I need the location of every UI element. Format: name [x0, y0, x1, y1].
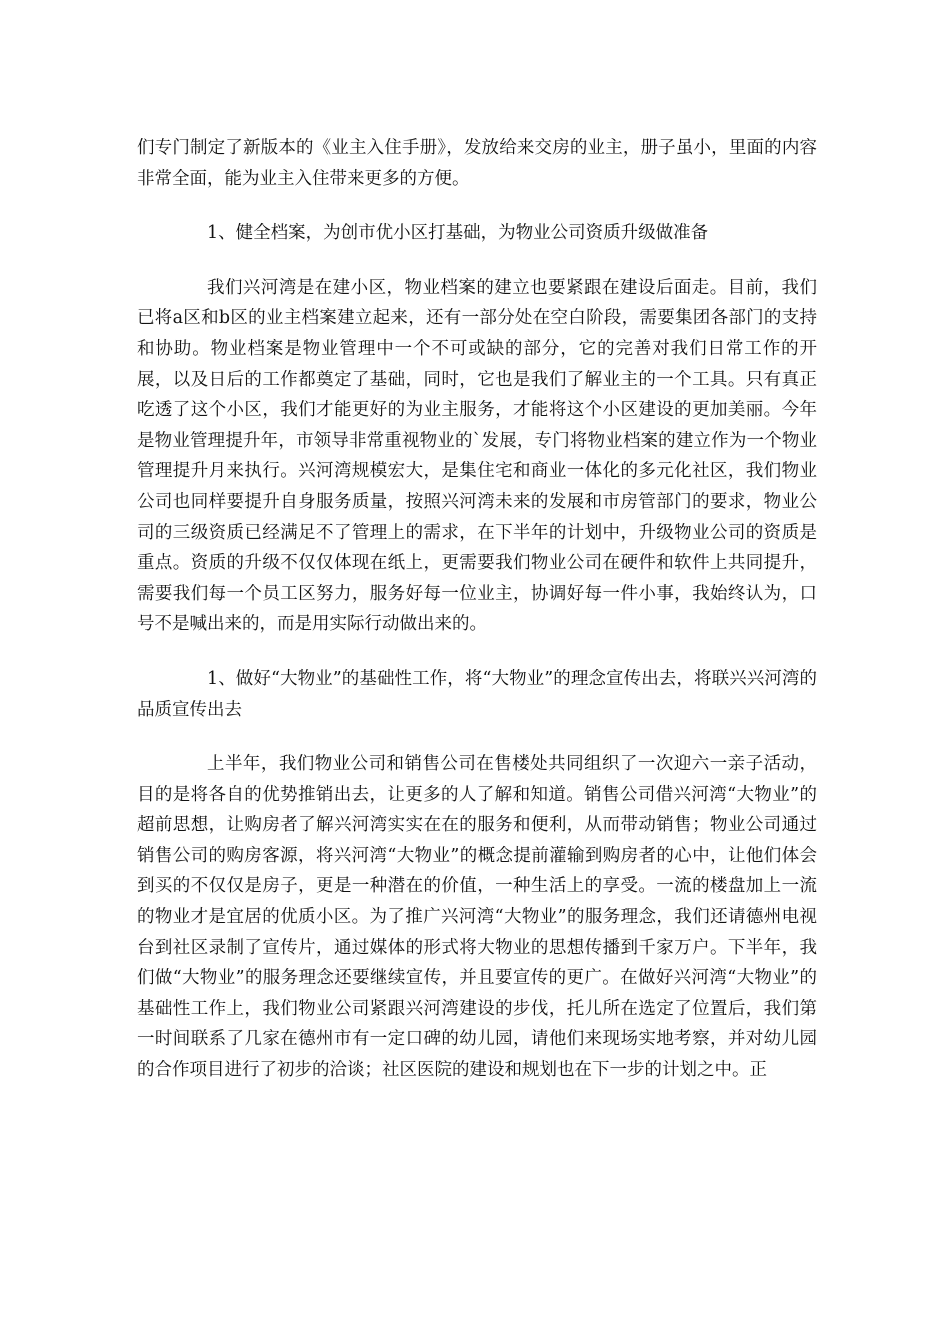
section-heading-archives: 1、健全档案，为创市优小区打基础，为物业公司资质升级做准备	[207, 223, 709, 244]
paragraph-property: 上半年，我们物业公司和销售公司在售楼处共同组织了一次迎六一亲子活动，目的是将各自的优势推销出去，让更多的人了解和知道。销售公司借兴河湾“大物业”的超前思想，让购房者了解兴河湾实实在在的服务和便利，从而带动销售；物业公司通过销售公司的购房客源，将兴河湾“大物业”的概念提前灌输到购房者的心中，让他们体会到买的不仅仅是房子，更是一种潜在的价值，一种生活上的享受。一流的楼盘加上一流的物业才是宜居的优质小区。为了推广兴河湾“大物业”的服务理念，我们还请德州电视台到社区录制了宣传片，通过媒体的形式将大物业的思想传播到千家万户。下半年，我们做“大物业”的服务理念还要继续宣传，并且要宣传的更广。在做好兴河湾“大物业”的基础性工作上，我们物业公司紧跟兴河湾建设的步伐，托儿所在选定了位置后，我们第一时间联系了几家在德州市有一定口碑的幼儿园，请他们来现场实地考察，并对幼儿园的合作项目进行了初步的洽谈；社区医院的建设和规划也在下一步的计划之中。正	[137, 754, 817, 1081]
paragraph-continuation: 们专门制定了新版本的《业主入住手册》，发放给来交房的业主，册子虽小，里面的内容非常全面，能为业主入住带来更多的方便。	[137, 138, 817, 189]
paragraph-archives: 我们兴河湾是在建小区，物业档案的建立也要紧跟在建设后面走。目前，我们已将a区和b区的业主档案建立起来，还有一部分处在空白阶段，需要集团各部门的支持和协助。物业档案是物业管理中一个不可或缺的部分，它的完善对我们日常工作的开展，以及日后的工作都奠定了基础，同时，它也是我们了解业主的一个工具。只有真正吃透了这个小区，我们才能更好的为业主服务，才能将这个小区建设的更加美丽。今年是物业管理提升年，市领导非常重视物业的`发展，专门将物业档案的建立作为一个物业管理提升月来执行。兴河湾规模宏大，是集住宅和商业一体化的多元化社区，我们物业公司也同样要提升自身服务质量，按照兴河湾未来的发展和市房管部门的要求，物业公司的三级资质已经满足不了管理上的需求，在下半年的计划中，升级物业公司的资质是重点。资质的升级不仅仅体现在纸上，更需要我们物业公司在硬件和软件上共同提升，需要我们每一个员工区努力，服务好每一位业主，协调好每一件小事，我始终认为，口号不是喊出来的，而是用实际行动做出来的。	[137, 277, 817, 635]
document-page	[137, 133, 817, 1110]
section-heading-property: 1、做好“大物业”的基础性工作，将“大物业”的理念宣传出去，将联兴兴河湾的品质宣传出去	[137, 668, 817, 720]
